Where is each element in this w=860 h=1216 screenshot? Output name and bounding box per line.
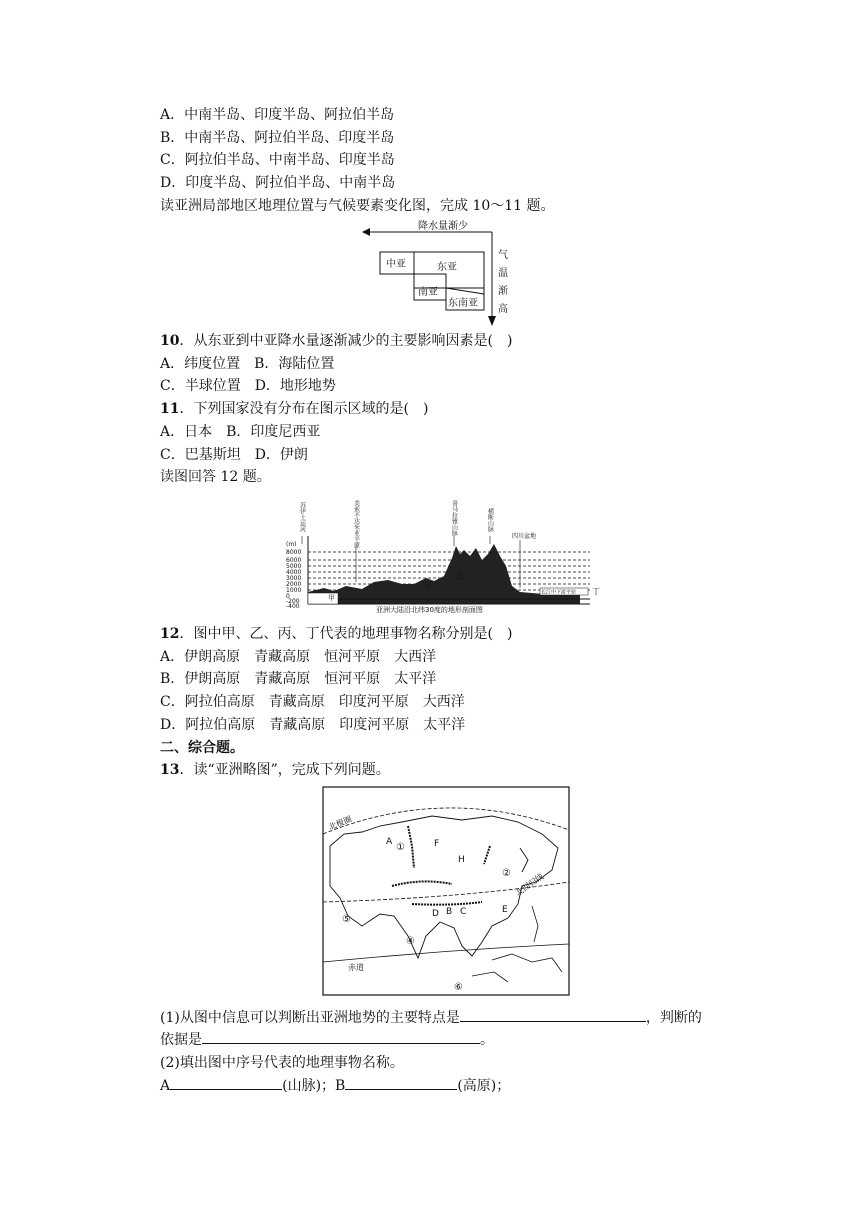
q12-option-d: D．阿拉伯高原 青藏高原 印度河平原 太平洋	[160, 717, 466, 733]
label-n2: ②	[502, 868, 511, 879]
tick-2000: 2000	[286, 581, 302, 588]
fig1-top-label: 降水量渐少	[418, 221, 468, 232]
q11-options-cd: C．巴基斯坦 D．伊朗	[160, 447, 308, 463]
q10-stem: 10．从东亚到中亚降水量逐渐减少的主要影响因素是( )	[160, 333, 513, 349]
label-east-asia: 东亚	[437, 262, 457, 273]
q11-stem: 11．下列国家没有分布在图示区域的是( )	[160, 401, 429, 417]
label-F: F	[434, 839, 440, 849]
fig1-side-1: 气	[498, 250, 508, 261]
tick-8000: 8000	[286, 549, 302, 556]
q13-sub2: (2)填出图中序号代表的地理事物名称。	[160, 1055, 404, 1071]
answer-blank-a[interactable]	[170, 1075, 282, 1090]
q10-options-cd: C．半球位置 D．地形地势	[160, 378, 336, 394]
label-D: D	[432, 909, 439, 919]
tick-5000: 5000	[286, 563, 302, 570]
label-equator: 赤道	[348, 963, 364, 972]
label-n5: ⑤	[342, 914, 351, 925]
answer-blank-b[interactable]	[345, 1075, 457, 1090]
label-H: H	[458, 855, 465, 865]
fig1-side-2: 温	[498, 268, 508, 279]
tick-neg200: -200	[286, 598, 300, 605]
label-mesopotamia: 美索不达米亚平原	[352, 500, 360, 548]
label-south-asia: 南亚	[418, 287, 438, 298]
q9-option-a: A．中南半岛、印度半岛、阿拉伯半岛	[160, 107, 395, 123]
fig2-unit: (m)	[286, 541, 297, 548]
arrow-down-icon	[488, 316, 496, 326]
label-yangtze: 长江中下游平原	[541, 589, 577, 596]
label-yi: 乙	[456, 572, 463, 580]
label-n6: ⑥	[454, 982, 463, 993]
q9-option-d: D．印度半岛、阿拉伯半岛、中南半岛	[160, 175, 396, 191]
label-bing: 丙	[424, 582, 431, 590]
section-heading: 二、综合题。	[160, 740, 244, 756]
asia-sketch-map	[322, 786, 570, 996]
label-n1: ①	[396, 842, 405, 853]
q9-option-c: C．阿拉伯半岛、中南半岛、印度半岛	[160, 152, 395, 168]
fig1-side-4: 高	[498, 304, 508, 315]
q11-options-ab: A．日本 B．印度尼西亚	[160, 424, 321, 440]
label-sichuan: 四川盆地	[512, 533, 537, 540]
q10-options-ab: A．纬度位置 B．海陆位置	[160, 356, 335, 372]
label-A: A	[386, 837, 393, 847]
intro-12: 读图回答 12 题。	[160, 469, 271, 485]
terrain-profile-figure	[284, 496, 604, 614]
tick-3000: 3000	[286, 575, 302, 582]
terrain-profile	[308, 544, 580, 604]
q12-option-a: A．伊朗高原 青藏高原 恒河平原 大西洋	[160, 649, 437, 665]
label-n4: ④	[406, 936, 415, 947]
label-hengduan: 横断山脉	[486, 508, 494, 532]
climate-gradient-figure	[360, 216, 540, 328]
q12-option-b: B．伊朗高原 青藏高原 恒河平原 太平洋	[160, 671, 437, 687]
tick-4000: 4000	[286, 569, 302, 576]
label-E: E	[502, 905, 508, 915]
label-suez: 苏伊士运河	[298, 502, 306, 532]
q13-fill-line: A (山脉)；B (高原)；	[160, 1075, 510, 1097]
q13-sub1-line2: 依据是 。	[160, 1029, 494, 1051]
q13-stem: 13．读“亚洲略图”，完成下列问题。	[160, 762, 390, 778]
arrow-left-icon	[362, 228, 370, 236]
label-tropic: 北回归线	[513, 871, 546, 898]
q13-sub1-line1: (1)从图中信息可以判断出亚洲地势的主要特点是 ，判断的	[160, 1007, 702, 1029]
label-arctic-circle: 北极圈	[327, 814, 354, 832]
label-himalaya: 喜马拉雅山脉	[450, 500, 458, 536]
tick-6000: 6000	[286, 557, 302, 564]
label-central-asia: 中亚	[386, 259, 406, 270]
q12-option-c: C．阿拉伯高原 青藏高原 印度河平原 大西洋	[160, 694, 465, 710]
tick-0: 0	[286, 593, 290, 600]
answer-blank-1[interactable]	[460, 1007, 646, 1022]
label-southeast-asia: 东南亚	[448, 298, 478, 309]
label-jia: 甲	[328, 594, 335, 602]
intro-10-11: 读亚洲局部地区地理位置与气候要素变化图，完成 10～11 题。	[160, 198, 555, 214]
q12-stem: 12．图中甲、乙、丙、丁代表的地理事物名称分别是( )	[160, 626, 513, 642]
label-B: B	[446, 907, 453, 917]
fig1-side-3: 渐	[498, 286, 508, 297]
tick-1000: 1000	[286, 587, 302, 594]
q9-option-b: B．中南半岛、阿拉伯半岛、印度半岛	[160, 130, 395, 146]
fig2-caption: 亚洲大陆沿北纬30度的地形剖面图	[376, 606, 483, 614]
tick-neg400: -400	[286, 603, 300, 610]
label-ding: 丁	[592, 587, 600, 596]
label-C: C	[460, 907, 467, 917]
answer-blank-2[interactable]	[202, 1029, 480, 1044]
